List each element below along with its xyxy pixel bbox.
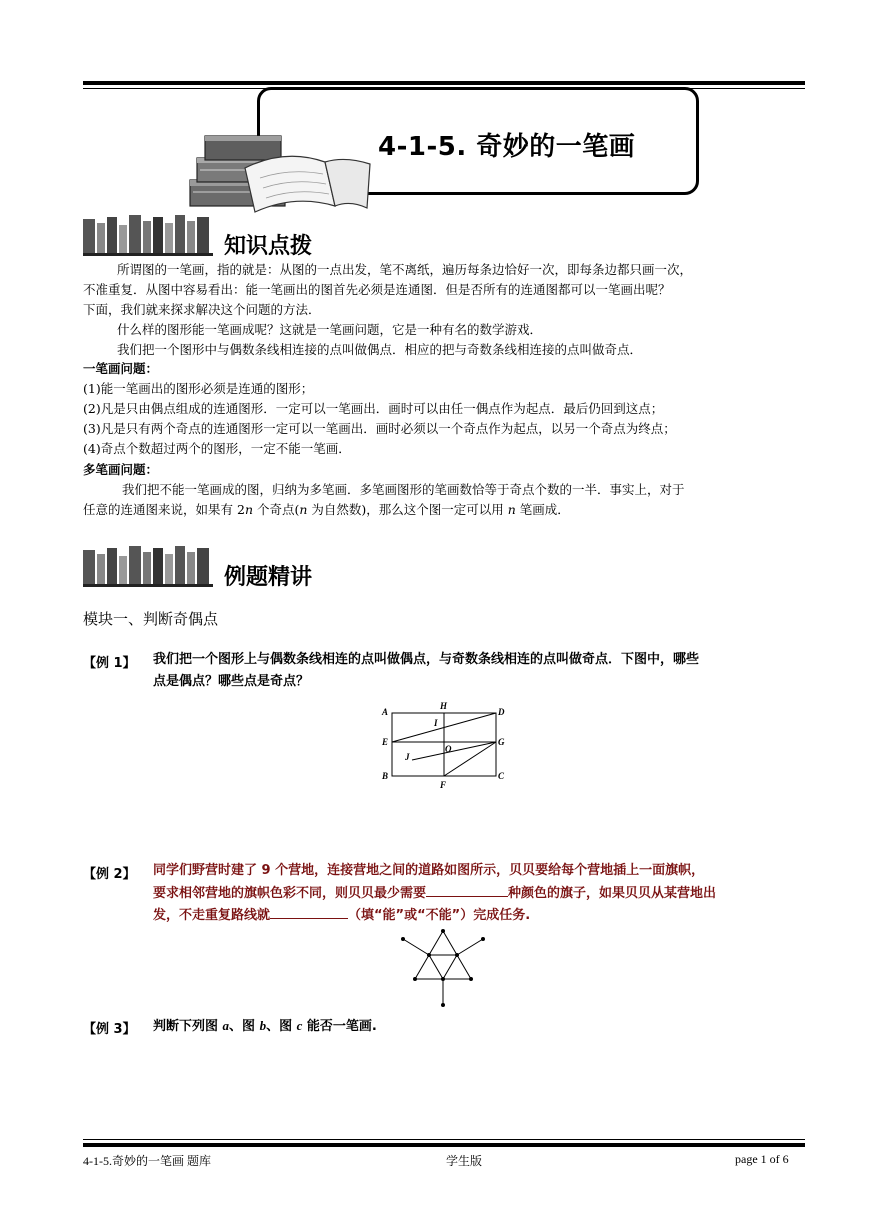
top-rule-thick: [83, 81, 805, 85]
example-2-line3: 发，不走重复路线就 （填“能”或“不能”）完成任务.: [153, 904, 530, 927]
knowledge-p1-line2: 不准重复．从图中容易看出：能一笔画出的图首先必须是连通图．但是否所有的连通图都可以一笔画出呢？: [83, 282, 671, 297]
point-label-c: C: [498, 771, 505, 781]
example-2-label: 【例 2】: [83, 867, 136, 882]
example-1-figure: [375, 700, 515, 792]
footer-center: 学生版: [446, 1154, 483, 1168]
example-1-label: 【例 1】: [83, 656, 136, 671]
section-heading-examples: 例题精讲: [224, 565, 313, 590]
page-title: 4-1-5. 奇妙的一笔画: [378, 132, 636, 162]
single-stroke-title: 一笔画问题：: [83, 361, 159, 376]
multi-stroke-title: 多笔画问题：: [83, 462, 159, 477]
example-3-text: 判断下列图 a、图 b、图 c 能否一笔画.: [153, 1018, 377, 1034]
books-illustration: [185, 128, 375, 214]
footer-page-number: page 1 of 6: [735, 1152, 789, 1166]
point-label-g: G: [498, 737, 505, 747]
point-label-a: A: [382, 707, 389, 717]
section-books-icon-2: [83, 544, 213, 588]
point-label-o: O: [445, 744, 452, 754]
section-heading-knowledge: 知识点拨: [224, 234, 313, 259]
module-heading: 模块一、判断奇偶点: [83, 610, 219, 628]
example-2-line2: 要求相邻营地的旗帜色彩不同，则贝贝最少需要 种颜色的旗子，如果贝贝从某营地出: [153, 882, 716, 905]
point-label-e: E: [382, 737, 389, 747]
rule-2: (2)凡是只由偶点组成的连通图形．一定可以一笔画出．画时可以由任一偶点作为起点．最后仍回到这点；: [83, 401, 664, 416]
knowledge-p1-line1: 所谓图的一笔画，指的就是：从图的一点出发，笔不离纸，遍历每条边恰好一次，即每条边都只画一次，: [117, 262, 693, 277]
example-3-label: 【例 3】: [83, 1022, 136, 1037]
example-1-line1: 我们把一个图形上与偶数条线相连的点叫做偶点，与奇数条线相连的点叫做奇点．下图中，哪些: [153, 652, 700, 667]
answer-blank-1[interactable]: [426, 882, 508, 897]
footer-rule-thin: [83, 1139, 805, 1140]
rule-4: (4)奇点个数超过两个的图形，一定不能一笔画．: [83, 441, 351, 456]
point-label-d: D: [498, 707, 505, 717]
rule-3: (3)凡是只有两个奇点的连通图形一定可以一笔画出．画时必须以一个奇点作为起点，以另一个奇点为终点；: [83, 421, 676, 436]
point-label-j: J: [405, 752, 410, 762]
footer-rule-thick: [83, 1143, 805, 1147]
section-books-icon: [83, 213, 213, 257]
multi-line1: 我们把不能一笔画成的图，归纳为多笔画．多笔画图形的笔画数恰等于奇点个数的一半．事实上，对于: [122, 482, 685, 497]
knowledge-p3: 我们把一个图形中与偶数条线相连接的点叫做偶点．相应的把与奇数条线相连接的点叫做奇点．: [117, 342, 643, 357]
example-2-figure: [395, 925, 495, 1011]
footer-left: 4-1-5.奇妙的一笔画 题库: [83, 1154, 211, 1168]
point-label-f: F: [440, 780, 447, 790]
multi-line2: 任意的连通图来说，如果有 2n 个奇点(n 为自然数)，那么这个图一定可以用 n 笔画成．: [83, 502, 570, 517]
rule-1: (1)能一笔画出的图形必须是连通的图形；: [83, 381, 314, 396]
knowledge-p1-line3: 下面，我们就来探求解决这个问题的方法．: [83, 302, 321, 317]
example-2-line1: 同学们野营时建了 9 个营地，连接营地之间的道路如图所示，贝贝要给每个营地插上一面旗帜，: [153, 863, 705, 878]
point-label-i: I: [434, 718, 438, 728]
point-label-h: H: [440, 701, 448, 711]
point-label-b: B: [382, 771, 389, 781]
example-1-line2: 点是偶点？哪些点是奇点？: [153, 674, 310, 689]
answer-blank-2[interactable]: [270, 904, 348, 919]
knowledge-p2: 什么样的图形能一笔画成呢？这就是一笔画问题，它是一种有名的数学游戏．: [117, 322, 543, 337]
